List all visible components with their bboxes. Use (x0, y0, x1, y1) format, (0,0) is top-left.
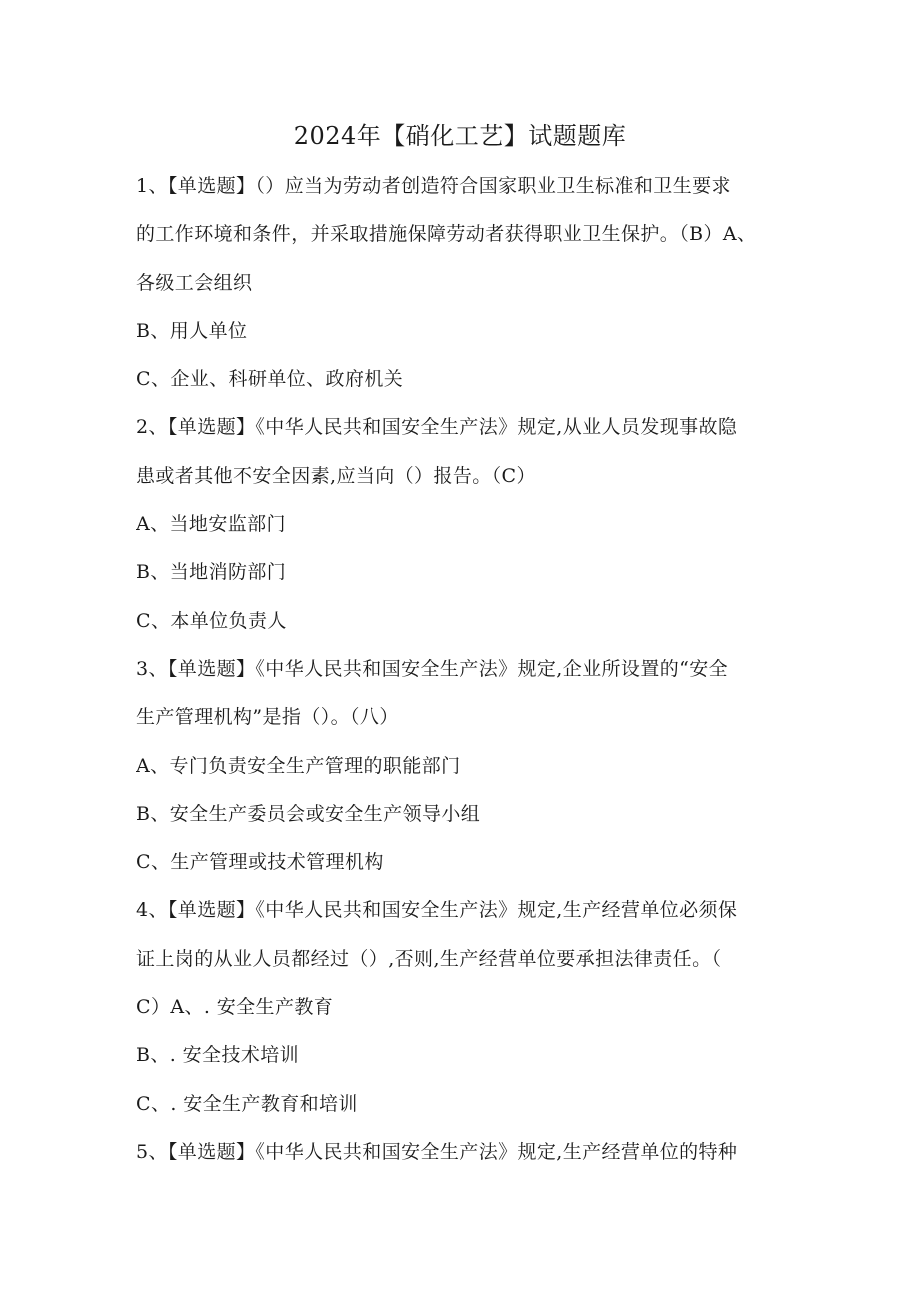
text-line: 4、【单选题】《中华人民共和国安全生产法》规定,生产经营单位必须保 (136, 899, 738, 922)
text-line: 5、【单选题】《中华人民共和国安全生产法》规定,生产经营单位的特种 (136, 1140, 738, 1163)
question-text-block (136, 168, 786, 1182)
text-line: 1、【单选题】（）应当为劳动者创造符合国家职业卫生标准和卫生要求 (136, 175, 731, 197)
text-line: 生产管理机构”是指（）。（八） (136, 706, 399, 729)
text-line: 的工作环境和条件，并采取措施保障劳动者获得职业卫生保护。（B）A、 (136, 223, 757, 246)
document-title: 2024年【硝化工艺】试题题库 (293, 122, 627, 150)
text-line: 证上岗的从业人员都经过（）,否则,生产经营单位要承担法律责任。（ (136, 947, 722, 970)
text-line: B、当地消防部门 (136, 561, 287, 584)
text-line: A、当地安监部门 (136, 513, 286, 536)
text-line: C、本单位负责人 (136, 609, 287, 632)
text-line: 3、【单选题】《中华人民共和国安全生产法》规定,企业所设置的“安全 (136, 657, 729, 680)
text-line: C、生产管理或技术管理机构 (136, 851, 384, 874)
text-line: C）A、. 安全生产教育 (136, 996, 334, 1019)
text-line: A、专门负责安全生产管理的职能部门 (136, 754, 461, 777)
text-line: 2、【单选题】《中华人民共和国安全生产法》规定,从业人员发现事故隐 (136, 416, 738, 439)
text-line: B、. 安全技术培训 (136, 1044, 300, 1067)
text-line: B、安全生产委员会或安全生产领导小组 (136, 802, 481, 825)
text-line: 各级工会组织 (136, 271, 253, 294)
text-line: C、企业、科研单位、政府机关 (136, 368, 404, 391)
text-line: 患或者其他不安全因素,应当向（）报告。（C） (136, 464, 536, 487)
text-line: C、. 安全生产教育和培训 (136, 1092, 358, 1115)
text-line: B、用人单位 (136, 319, 248, 342)
